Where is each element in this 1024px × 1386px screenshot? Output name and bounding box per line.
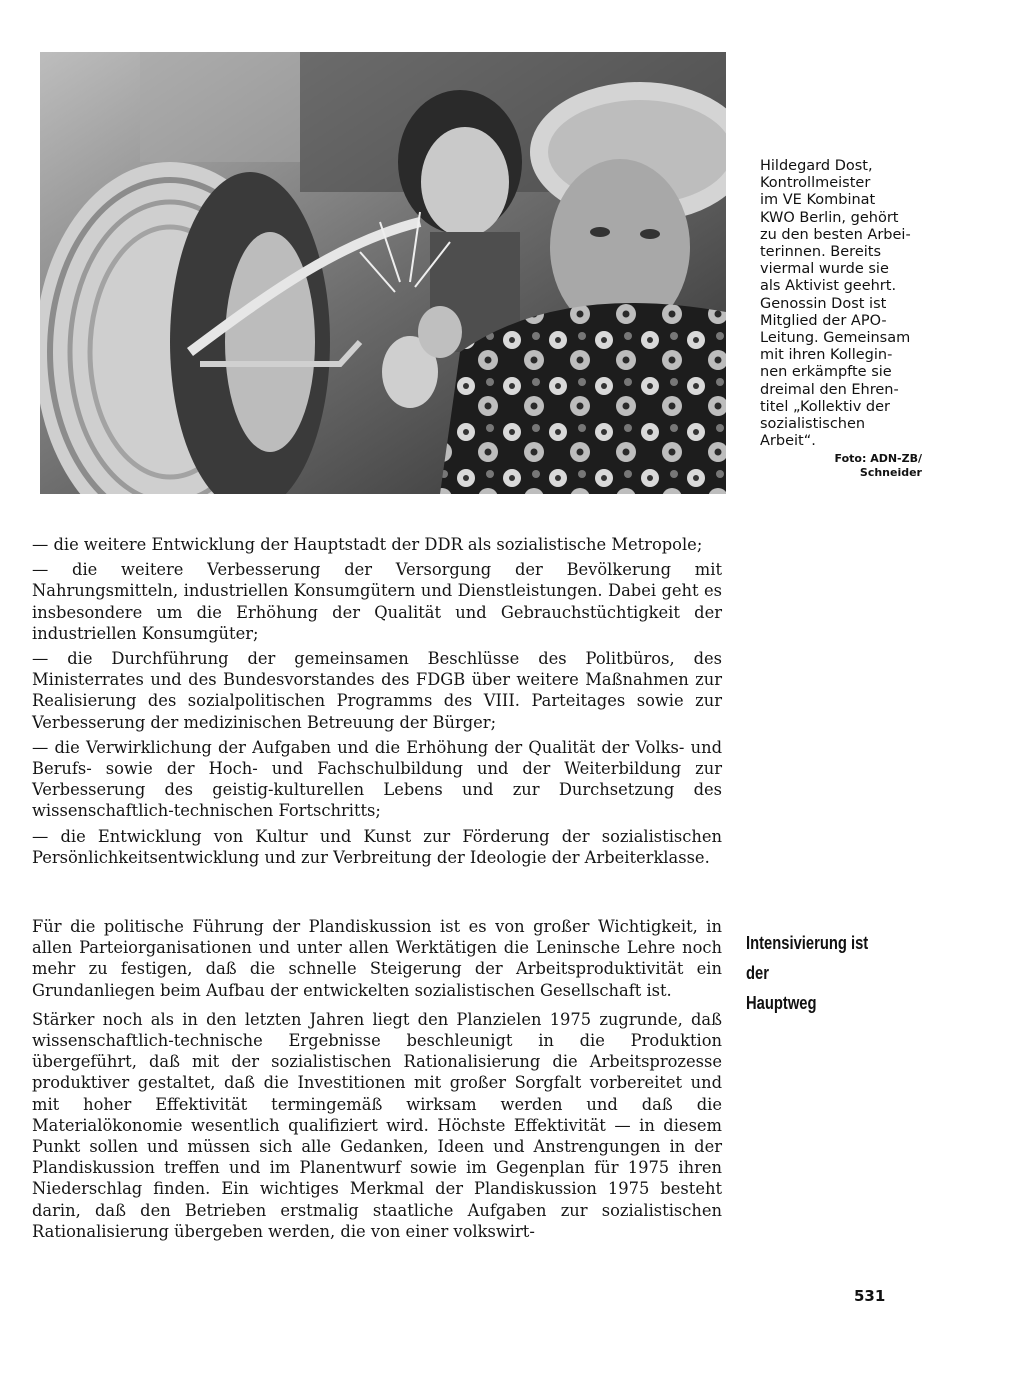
page-number: 531 xyxy=(854,1287,886,1305)
list-item: — die Entwicklung von Kultur und Kunst zur Förderung der sozialistischen Persönlichkeitsentwicklung und zur Verbreitung der Ideologie der Arbeiterklasse. xyxy=(32,826,722,867)
caption-line: terinnen. Bereits xyxy=(760,244,882,261)
caption-line: Kontrollmeister xyxy=(760,175,871,192)
caption-line: Hildegard Dost, xyxy=(760,158,873,174)
photo-credit-line: Foto: ADN-ZB/ xyxy=(834,452,922,466)
caption-line: dreimal den Ehren- xyxy=(760,381,899,398)
caption-line: titel „Kollektiv der xyxy=(760,398,890,415)
section-heading-line: Hauptweg xyxy=(746,993,817,1013)
body-text xyxy=(32,916,722,1250)
list-item: — die Durchführung der gemeinsamen Beschlüsse des Politbüros, des Ministerrates und des Bundesvorstandes des FDGB über weitere Maßnahmen zur Realisierung des sozialpolitischen Programms des VIII. Parteitages sowie zur Verbesserung der medizinischen Betreuung der Bürger; xyxy=(32,649,722,732)
caption-line: mit ihren Kollegin- xyxy=(760,347,893,364)
caption-line: Leitung. Gemeinsam xyxy=(760,330,911,347)
photo-caption xyxy=(760,158,940,480)
caption-line: KWO Berlin, gehört xyxy=(760,209,899,226)
caption-line: Arbeit“. xyxy=(760,433,816,450)
caption-line: viermal wurde sie xyxy=(760,261,889,278)
bullet-list xyxy=(32,534,722,872)
caption-line: sozialistischen xyxy=(760,416,866,433)
photo-illustration xyxy=(40,52,726,494)
caption-line: im VE Kombinat xyxy=(760,192,876,209)
caption-line: nen erkämpfte sie xyxy=(760,364,892,381)
list-item: — die weitere Entwicklung der Hauptstadt der DDR als sozialistische Metropole; xyxy=(32,535,703,554)
paragraph: Stärker noch als in den letzten Jahren liegt den Planzielen 1975 zugrunde, daß wissenschaftlich-technische Ergebnisse beschleunigt in die Produktion übergeführt, daß mit der sozialistischen Rationalisierung die Arbeitsprozesse produktiver gestaltet, daß die Investitionen mit großer Sorgfalt vorbereitet und mit hoher Effektivität termingemäß wirksam werden und daß die Materialökonomie wesentlich qualifiziert wird. Höchste Effektivität — in diesem Punkt sollen und müssen sich alle Gedanken, Ideen und Anstrengungen in der Plandiskussion treffen und im Planentwurf sowie im Gegenplan für 1975 ihren Niederschlag finden. Ein wichtiges Merkmal der Plandiskussion 1975 besteht darin, daß den Betrieben erstmalig staatliche Aufgaben zur sozialistischen Rationalisierung übergeben werden, die von einer volkswirt- xyxy=(32,1009,722,1241)
paragraph: Für die politische Führung der Plandiskussion ist es von großer Wichtigkeit, in allen Parteiorganisationen und unter allen Werktätigen die Leninsche Lehre noch mehr zu festigen, daß die schnelle Steigerung der Arbeitsproduktivität ein Grundanliegen beim Aufbau der entwickelten sozialistischen Gesellschaft ist. xyxy=(32,917,722,1000)
section-heading xyxy=(746,928,885,1018)
caption-line: zu den besten Arbei- xyxy=(760,226,911,243)
photo xyxy=(40,52,726,494)
photo-credit-line: Schneider xyxy=(859,466,922,480)
section-heading-line: Intensivierung ist der xyxy=(746,933,869,983)
caption-line: Genossin Dost ist xyxy=(760,295,887,312)
photo-credit xyxy=(760,452,922,480)
list-item: — die weitere Verbesserung der Versorgung der Bevölkerung mit Nahrungsmitteln, industriellen Konsumgütern und Dienstleistungen. Dabei geht es insbesondere um die Erhöhung der Qualität und Gebrauchstüchtigkeit der industriellen Konsumgüter; xyxy=(32,560,722,643)
caption-line: als Aktivist geehrt. xyxy=(760,278,897,295)
caption-line: Mitglied der APO- xyxy=(760,312,887,329)
list-item: — die Verwirklichung der Aufgaben und die Erhöhung der Qualität der Volks- und Berufs- sowie der Hoch- und Fachschulbildung und der Weiterbildung zur Verbesserung des geistig-kulturellen Lebens und zur Durchsetzung des wissenschaftlich-technischen Fortschritts; xyxy=(32,737,722,821)
